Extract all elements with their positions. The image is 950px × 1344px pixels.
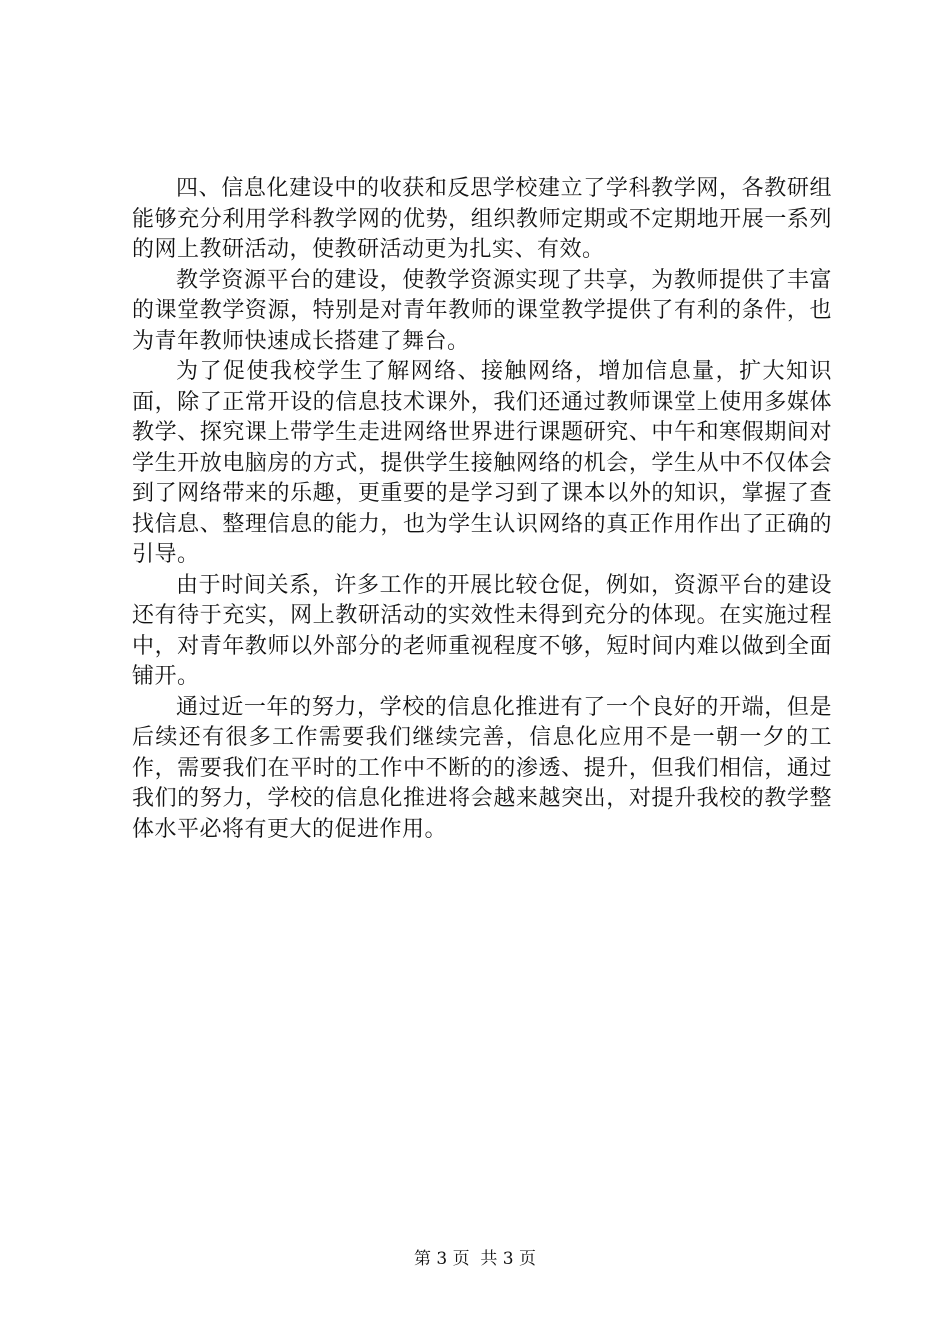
document-body [132,174,832,845]
page-number-footer: 第 3 页 共 3 页 [413,1249,537,1269]
paragraph-1: 四、信息化建设中的收获和反思学校建立了学科教学网，各教研组能够充分利用学科教学网的优势，组织教师定期或不定期地开展一系列的网上教研活动，使教研活动更为扎实、有效。 [132,176,832,262]
paragraph-5: 通过近一年的努力，学校的信息化推进有了一个良好的开端，但是后续还有很多工作需要我们继续完善，信息化应用不是一朝一夕的工作，需要我们在平时的工作中不断的的渗透、提升，但我们相信，通过我们的努力，学校的信息化推进将会越来越突出，对提升我校的教学整体水平必将有更大的促进作用。 [132,694,832,842]
paragraph-3: 为了促使我校学生了解网络、接触网络，增加信息量，扩大知识面，除了正常开设的信息技术课外，我们还通过教师课堂上使用多媒体教学、探究课上带学生走进网络世界进行课题研究、中午和寒假期间对学生开放电脑房的方式，提供学生接触网络的机会，学生从中不仅体会到了网络带来的乐趣，更重要的是学习到了课本以外的知识，掌握了查找信息、整理信息的能力，也为学生认识网络的真正作用作出了正确的引导。 [132,359,832,567]
paragraph-4: 由于时间关系，许多工作的开展比较仓促，例如，资源平台的建设还有待于充实，网上教研活动的实效性未得到充分的体现。在实施过程中，对青年教师以外部分的老师重视程度不够，短时间内难以做到全面铺开。 [132,572,832,689]
paragraph-2: 教学资源平台的建设，使教学资源实现了共享，为教师提供了丰富的课堂教学资源，特别是对青年教师的课堂教学提供了有利的条件，也为青年教师快速成长搭建了舞台。 [132,267,832,354]
